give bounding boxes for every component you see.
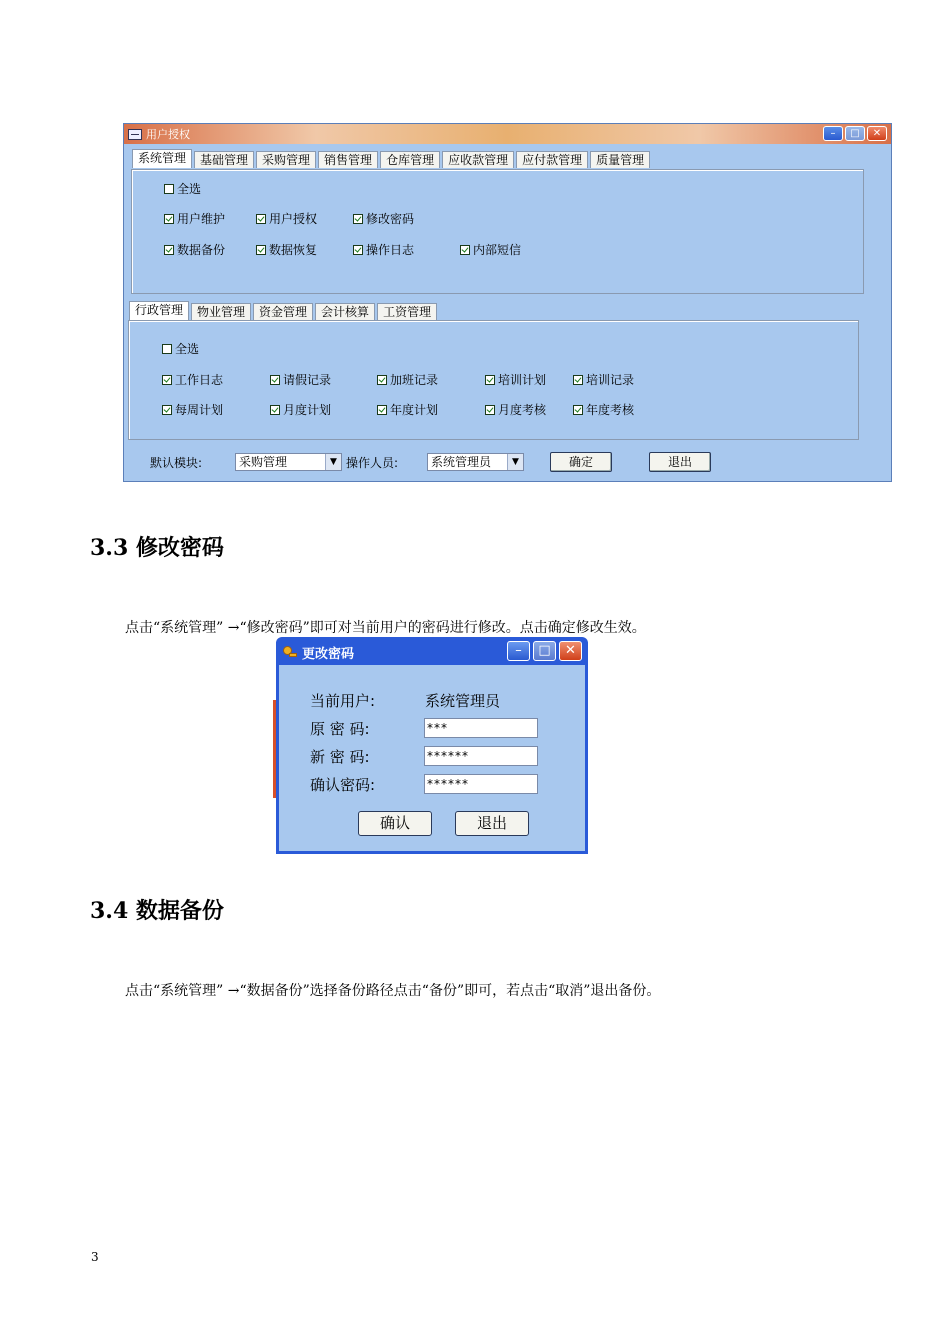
checkbox-box[interactable] bbox=[162, 375, 172, 385]
maximize-button[interactable]: □ bbox=[533, 641, 556, 661]
tab-property-management[interactable]: 物业管理 bbox=[191, 303, 251, 320]
tab-fund-management[interactable]: 资金管理 bbox=[253, 303, 313, 320]
perm-training-record[interactable]: 培训记录 bbox=[573, 371, 634, 388]
section-text-3-3: 点击“系统管理” →“修改密码”即可对当前用户的密码进行修改。点击确定修改生效。 bbox=[125, 620, 646, 636]
chevron-down-icon[interactable]: ▼ bbox=[507, 454, 523, 470]
close-button[interactable]: ✕ bbox=[559, 641, 582, 661]
current-user-value: 系统管理员 bbox=[425, 692, 501, 710]
tab-admin-management[interactable]: 行政管理 bbox=[129, 301, 189, 320]
checkbox-box[interactable] bbox=[164, 184, 174, 194]
user-authorization-window bbox=[123, 123, 892, 482]
window-icon bbox=[128, 129, 142, 140]
module-tabs-1 bbox=[132, 151, 652, 169]
confirm-password-label: 确认密码: bbox=[310, 776, 376, 794]
checkbox-box[interactable] bbox=[573, 405, 583, 415]
perm-training-plan[interactable]: 培训计划 bbox=[485, 371, 546, 388]
operator-label: 操作人员: bbox=[346, 456, 399, 470]
select-all-checkbox[interactable]: 全选 bbox=[164, 180, 201, 197]
checkbox-box[interactable] bbox=[377, 405, 387, 415]
old-password-label: 原 密 码: bbox=[310, 720, 370, 738]
perm-change-password[interactable]: 修改密码 bbox=[353, 210, 414, 227]
tab-sales-management[interactable]: 销售管理 bbox=[318, 151, 378, 168]
checkbox-box[interactable] bbox=[485, 405, 495, 415]
perm-monthly-assessment[interactable]: 月度考核 bbox=[485, 401, 546, 418]
module-tabs-2 bbox=[129, 303, 439, 321]
section-heading-3-3: 3.3 修改密码 bbox=[90, 535, 224, 561]
checkbox-box[interactable] bbox=[270, 405, 280, 415]
checkbox-box[interactable] bbox=[164, 214, 174, 224]
window-titlebar[interactable] bbox=[124, 124, 891, 144]
perm-data-restore[interactable]: 数据恢复 bbox=[256, 241, 317, 258]
perm-monthly-plan[interactable]: 月度计划 bbox=[270, 401, 331, 418]
maximize-button[interactable]: □ bbox=[845, 126, 865, 141]
tab-payroll-management[interactable]: 工资管理 bbox=[377, 303, 437, 320]
tab-purchase-management[interactable]: 采购管理 bbox=[256, 151, 316, 168]
exit-button[interactable]: 退出 bbox=[455, 811, 529, 836]
perm-internal-sms[interactable]: 内部短信 bbox=[460, 241, 521, 258]
new-password-input[interactable]: ****** bbox=[424, 746, 538, 766]
current-user-label: 当前用户: bbox=[310, 692, 376, 710]
confirm-button[interactable]: 确定 bbox=[550, 452, 612, 472]
perm-work-log[interactable]: 工作日志 bbox=[162, 371, 223, 388]
minimize-button[interactable]: – bbox=[507, 641, 530, 661]
new-password-label: 新 密 码: bbox=[310, 748, 370, 766]
perm-operation-log[interactable]: 操作日志 bbox=[353, 241, 414, 258]
window-title: 用户授权 bbox=[146, 128, 190, 141]
chevron-down-icon[interactable]: ▼ bbox=[325, 454, 341, 470]
confirm-password-input[interactable]: ****** bbox=[424, 774, 538, 794]
tab-receivables-management[interactable]: 应收款管理 bbox=[442, 151, 514, 168]
close-button[interactable]: ✕ bbox=[867, 126, 887, 141]
perm-weekly-plan[interactable]: 每周计划 bbox=[162, 401, 223, 418]
dialog-title: 更改密码 bbox=[302, 647, 355, 662]
checkbox-box[interactable] bbox=[162, 405, 172, 415]
confirm-button[interactable]: 确认 bbox=[358, 811, 432, 836]
dialog-body bbox=[279, 665, 585, 851]
checkbox-box[interactable] bbox=[162, 344, 172, 354]
checkbox-box[interactable] bbox=[353, 245, 363, 255]
minimize-button[interactable]: – bbox=[823, 126, 843, 141]
checkbox-box[interactable] bbox=[164, 245, 174, 255]
perm-data-backup[interactable]: 数据备份 bbox=[164, 241, 225, 258]
section-heading-3-4: 3.4 数据备份 bbox=[90, 898, 224, 924]
old-password-input[interactable]: *** bbox=[424, 718, 538, 738]
section-text-3-4: 点击“系统管理” →“数据备份”选择备份路径点击“备份”即可，若点击“取消”退出备份。 bbox=[125, 983, 661, 999]
checkbox-box[interactable] bbox=[460, 245, 470, 255]
auth-bottom-bar bbox=[124, 444, 891, 482]
default-module-label: 默认模块: bbox=[150, 456, 203, 470]
checkbox-box[interactable] bbox=[256, 245, 266, 255]
checkbox-box[interactable] bbox=[353, 214, 363, 224]
select-all-checkbox-2[interactable]: 全选 bbox=[162, 340, 199, 357]
exit-button[interactable]: 退出 bbox=[649, 452, 711, 472]
key-icon bbox=[282, 645, 298, 661]
checkbox-box[interactable] bbox=[270, 375, 280, 385]
change-password-dialog bbox=[276, 637, 588, 854]
tab-warehouse-management[interactable]: 仓库管理 bbox=[380, 151, 440, 168]
tab-quality-management[interactable]: 质量管理 bbox=[590, 151, 650, 168]
perm-user-authorize[interactable]: 用户授权 bbox=[256, 210, 317, 227]
dialog-titlebar[interactable] bbox=[276, 637, 588, 665]
perm-annual-plan[interactable]: 年度计划 bbox=[377, 401, 438, 418]
system-permissions-panel bbox=[131, 169, 864, 294]
checkbox-box[interactable] bbox=[377, 375, 387, 385]
checkbox-box[interactable] bbox=[256, 214, 266, 224]
tab-accounting[interactable]: 会计核算 bbox=[315, 303, 375, 320]
perm-leave-record[interactable]: 请假记录 bbox=[270, 371, 331, 388]
tab-payables-management[interactable]: 应付款管理 bbox=[516, 151, 588, 168]
tab-basic-management[interactable]: 基础管理 bbox=[194, 151, 254, 168]
default-module-select[interactable]: 采购管理 ▼ bbox=[235, 453, 342, 471]
operator-select[interactable]: 系统管理员 ▼ bbox=[427, 453, 524, 471]
perm-overtime-record[interactable]: 加班记录 bbox=[377, 371, 438, 388]
page-number: 3 bbox=[91, 1250, 99, 1264]
checkbox-box[interactable] bbox=[485, 375, 495, 385]
checkbox-box[interactable] bbox=[573, 375, 583, 385]
perm-annual-assessment[interactable]: 年度考核 bbox=[573, 401, 634, 418]
admin-permissions-panel bbox=[128, 320, 859, 440]
perm-user-maintain[interactable]: 用户维护 bbox=[164, 210, 225, 227]
tab-system-management[interactable]: 系统管理 bbox=[132, 149, 192, 168]
